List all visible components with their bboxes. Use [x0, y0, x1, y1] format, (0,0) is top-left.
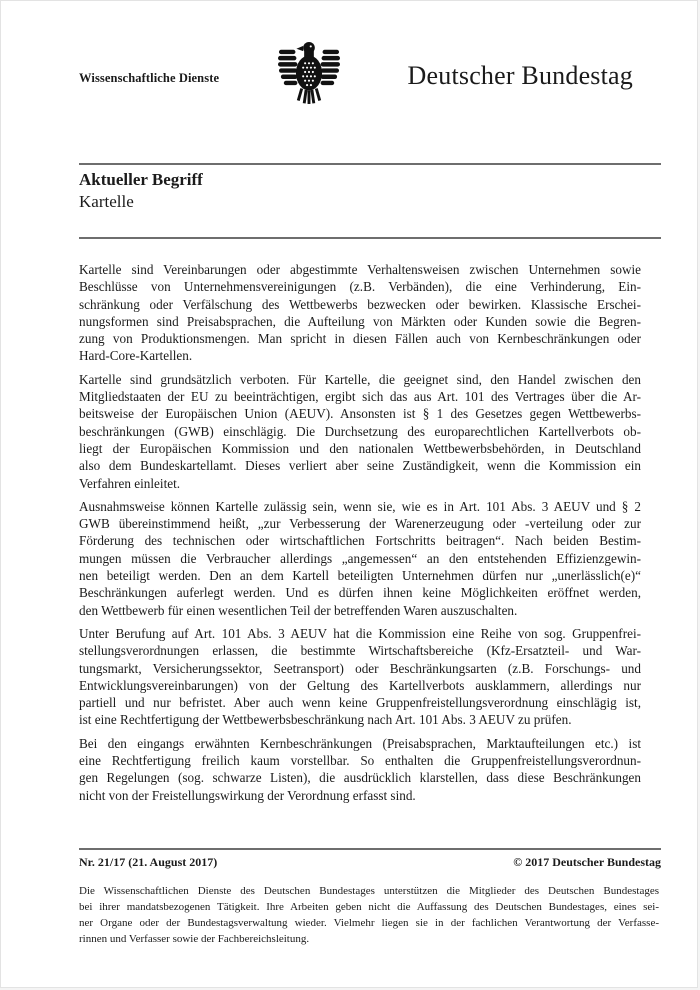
body-line: Ausnahmsweise können Kartelle zulässig sein, wenn sie, wie es in Art. 101 Abs. 3 AEUV und § 2: [79, 498, 641, 514]
disclaimer-line: rinnen und Verfasser sowie der Fachbereichsleitung.: [79, 932, 310, 945]
institution-label: Deutscher Bundestag: [407, 61, 633, 90]
body-line: beitsweise der Europäischen Union (AEUV). Ansonsten ist § 1 des Gesetzes gegen Wettbewerbs-: [79, 406, 641, 422]
body-line: GWB übereinstimmend heißt, „zur Verbesserung der Warenerzeugung oder -verteilung oder zur: [79, 516, 641, 532]
footer-rule: [79, 848, 661, 850]
body-line: tungsmarkt, Versicherungssektor, Seetransport) oder Beschränkungsarten (z.B. Forschungs- und: [79, 660, 641, 676]
body-line: Entwicklungsvereinbarungen) von der Geltung des Kartellverbots ausklammern, allerdings nur: [79, 677, 641, 693]
paragraph: [79, 735, 641, 804]
body-line: gen Regelungen (sog. schwarze Listen), die ausdrücklich klarstellen, dass diese Beschränkungen: [79, 770, 641, 786]
body-line: Unter Berufung auf Art. 101 Abs. 3 AEUV hat die Kommission eine Reihe von sog. Gruppenfrei-: [79, 625, 641, 641]
body-line: Verfahren einleitet.: [79, 475, 181, 491]
body-line: Hard-Core-Kartellen.: [79, 348, 193, 364]
body-line: nungsformen sind Preisabsprachen, die Aufteilung von Märkten oder Kunden sowie die Begren-: [79, 313, 641, 329]
body-line: partiell und nur befristet. Aber auch wenn keine Gruppenfreistellungsverordnung einschlägig ist,: [79, 695, 641, 711]
body-line: schränkung oder Verfälschung des Wettbewerbs bezwecken oder bewirken. Klassische Erschei-: [79, 296, 641, 312]
series-title: Aktueller Begriff: [79, 170, 203, 189]
document-body: [79, 261, 641, 810]
body-line: nicht von der Freistellungswirkung der Verordnung erfasst sind.: [79, 787, 416, 803]
body-line: Beschränkungen auferlegt werden. Und es dürfen ihnen keine Möglichkeiten eröffnet werden,: [79, 585, 641, 601]
body-line: beschränkungen (GWB) einschlägig. Die Durchsetzung des europarechtlichen Kartellverbots ob-: [79, 423, 641, 439]
paragraph: [79, 371, 641, 492]
disclaimer-line: Die Wissenschaftlichen Dienste des Deutschen Bundestages unterstützen die Mitglieder des Deutschen Bundestages: [79, 885, 659, 897]
disclaimer-line: ner Organe oder der Bundestagsverwaltung wieder. Vielmehr liegen sie in der fachlichen Verantwortung der Verfasse-: [79, 916, 659, 929]
body-line: liegt der Europäischen Kommission und den nationalen Wettbewerbsbehörden, in Deutschland: [79, 440, 641, 456]
paragraph: [79, 498, 641, 619]
footer-meta: [79, 855, 661, 870]
body-line: Bei den eingangs erwähnten Kernbeschränkungen (Preisabsprachen, Marktaufteilungen etc.) ist: [79, 735, 641, 751]
body-line: mungen müssen die Verbraucher allerdings „angemessen“ an den entstehenden Effizienzgewin-: [79, 550, 641, 566]
body-line: eine Rechtfertigung freilich kaum vorstellbar. So enthalten die Gruppenfreistellungsverordnun-: [79, 753, 641, 769]
department-label: Wissenschaftliche Dienste: [79, 71, 220, 85]
disclaimer-line: bei ihrer mandatsbezogenen Tätigkeit. Ihre Arbeiten geben nicht die Auffassung des Deutschen Bundestages, eines sei-: [79, 900, 659, 913]
body-line: Förderung des technischen oder wirtschaftlichen Fortschritts beitragen“. Nach beiden Bestim-: [79, 533, 641, 549]
body-line: Kartelle sind grundsätzlich verboten. Für Kartelle, die geeignet sind, den Handel zwischen den: [79, 371, 641, 387]
bundestag-eagle-icon: [278, 38, 340, 106]
paragraph: [79, 261, 641, 365]
title-block: [79, 169, 203, 213]
document-title: Kartelle: [79, 192, 134, 211]
body-line: zung von Produktionsmengen. Man spricht in diesen Fällen auch von Kernbeschränkungen oder: [79, 331, 641, 347]
body-line: stellungsverordnungen erlassen, die bestimmte Wirtschaftsbereiche (Kfz-Ersatzteil- und War-: [79, 643, 641, 659]
body-line: Mitgliedstaaten der EU zu beeinträchtigen, ergibt sich das aus Art. 101 des Vertrages über die Ar-: [79, 389, 641, 405]
copyright-notice: © 2017 Deutscher Bundestag: [513, 855, 661, 869]
disclaimer: [79, 884, 659, 948]
body-line: also dem Bundeskartellamt. Dieses verliert aber seine Zuständigkeit, wenn die Kommission ein: [79, 458, 641, 474]
issue-number: Nr. 21/17 (21. August 2017): [79, 855, 218, 869]
body-line: Kartelle sind Vereinbarungen oder abgestimmte Verhaltensweisen zwischen Unternehmen sowie: [79, 262, 641, 277]
body-line: ist eine Rechtfertigung der Wettbewerbsbeschränkung nach Art. 101 Abs. 3 AEUV zu prüfen.: [79, 712, 572, 728]
body-line: den Wettbewerb für einen wesentlichen Teil der betreffenden Waren auszuschalten.: [79, 602, 518, 618]
title-rule-top: [79, 163, 661, 165]
title-rule-bottom: [79, 237, 661, 239]
body-line: Beschlüsse von Unternehmensvereinigungen (z.B. Verbänden), die eine Verhinderung, Ein-: [79, 279, 641, 295]
body-line: nen beteiligt werden. Den an dem Kartell beteiligten Unternehmen dürfen nur „unerlässlich(e)“: [79, 568, 641, 584]
paragraph: [79, 625, 641, 729]
